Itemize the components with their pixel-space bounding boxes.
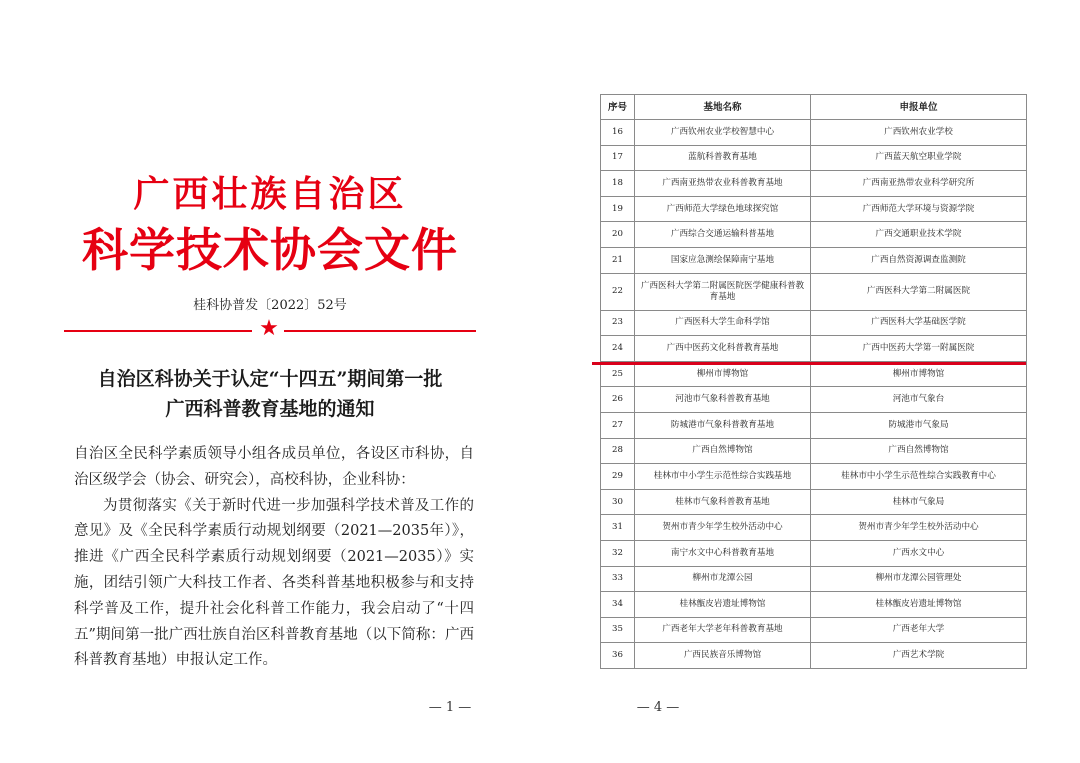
notice-body [74, 442, 474, 674]
cell-base-name: 桂林市气象科普教育基地 [635, 489, 811, 515]
table-row [601, 273, 1027, 310]
table-row [601, 617, 1027, 643]
table-row [601, 361, 1027, 387]
cell-base-name: 蓝航科普教育基地 [635, 145, 811, 171]
cell-applicant-unit: 柳州市龙潭公园管理处 [811, 566, 1027, 592]
cell-applicant-unit: 广西自然资源调查监测院 [811, 247, 1027, 273]
cell-serial-number: 25 [601, 361, 635, 387]
red-highlight-underline [592, 362, 1026, 365]
table-row [601, 438, 1027, 464]
cell-base-name: 广西老年大学老年科普教育基地 [635, 617, 811, 643]
page-number: — 4 — [636, 700, 680, 715]
table-row [601, 515, 1027, 541]
red-divider-left [64, 330, 252, 332]
cell-base-name: 桂林甑皮岩遗址博物馆 [635, 592, 811, 618]
cell-base-name: 广西中医药文化科普教育基地 [635, 336, 811, 362]
cell-base-name: 广西医科大学第二附属医院医学健康科普教育基地 [635, 273, 811, 310]
cell-serial-number: 36 [601, 643, 635, 669]
cell-base-name: 防城港市气象科普教育基地 [635, 412, 811, 438]
cell-applicant-unit: 广西老年大学 [811, 617, 1027, 643]
table-row [601, 489, 1027, 515]
cell-serial-number: 28 [601, 438, 635, 464]
header-serial-number: 序号 [601, 95, 635, 120]
cell-serial-number: 30 [601, 489, 635, 515]
cell-base-name: 柳州市博物馆 [635, 361, 811, 387]
cell-applicant-unit: 桂林甑皮岩遗址博物馆 [811, 592, 1027, 618]
cell-base-name: 桂林市中小学生示范性综合实践基地 [635, 464, 811, 490]
table-row [601, 247, 1027, 273]
table-row [601, 310, 1027, 336]
cell-applicant-unit: 广西艺术学院 [811, 643, 1027, 669]
cell-applicant-unit: 广西师范大学环境与资源学院 [811, 196, 1027, 222]
cell-applicant-unit: 柳州市博物馆 [811, 361, 1027, 387]
issuing-organization: 广西壮族自治区 [133, 173, 407, 215]
cell-base-name: 广西综合交通运输科普基地 [635, 222, 811, 248]
table-row [601, 592, 1027, 618]
document-number: 桂科协普发〔2022〕52号 [193, 298, 347, 313]
table-row [601, 566, 1027, 592]
cell-serial-number: 34 [601, 592, 635, 618]
page-number: — 1 — [428, 700, 472, 715]
table-row [601, 171, 1027, 197]
cell-serial-number: 26 [601, 387, 635, 413]
table-row [601, 412, 1027, 438]
cell-serial-number: 20 [601, 222, 635, 248]
cell-applicant-unit: 桂林市气象局 [811, 489, 1027, 515]
cell-applicant-unit: 广西医科大学第二附属医院 [811, 273, 1027, 310]
table-row [601, 643, 1027, 669]
cell-base-name: 广西钦州农业学校智慧中心 [635, 120, 811, 146]
base-list-table [600, 94, 1027, 669]
cell-base-name: 柳州市龙潭公园 [635, 566, 811, 592]
cell-serial-number: 21 [601, 247, 635, 273]
cell-applicant-unit: 河池市气象台 [811, 387, 1027, 413]
addressees: 自治区全民科学素质领导小组各成员单位，各设区市科协，自治区级学会（协会、研究会），高校科协，企业科协： [74, 446, 474, 488]
document-type-heading: 科学技术协会文件 [82, 223, 458, 277]
cell-base-name: 广西自然博物馆 [635, 438, 811, 464]
cell-serial-number: 33 [601, 566, 635, 592]
body-paragraph: 为贯彻落实《关于新时代进一步加强科学技术普及工作的意见》及《全民科学素质行动规划纲要（2021—2035年）》，推进《广西全民科学素质行动规划纲要（2021—2035）》实施，团结引领广大科技工作者、各类科普基地积极参与和支持科学普及工作，提升社会化科普工作能力，我会启动了“十四五”期间第一批广西壮族自治区科普教育基地（以下简称：广西科普教育基地）申报认定工作。 [74, 497, 474, 669]
cell-base-name: 广西医科大学生命科学馆 [635, 310, 811, 336]
red-divider-right [284, 330, 476, 332]
cell-serial-number: 17 [601, 145, 635, 171]
cell-base-name: 南宁水文中心科普教育基地 [635, 540, 811, 566]
red-star-icon: ★ [259, 316, 279, 341]
cell-serial-number: 32 [601, 540, 635, 566]
cell-serial-number: 16 [601, 120, 635, 146]
cell-applicant-unit: 贺州市青少年学生校外活动中心 [811, 515, 1027, 541]
cell-serial-number: 18 [601, 171, 635, 197]
cell-serial-number: 31 [601, 515, 635, 541]
table-row [601, 540, 1027, 566]
cell-applicant-unit: 广西医科大学基础医学院 [811, 310, 1027, 336]
header-applicant-unit: 申报单位 [811, 95, 1027, 120]
cell-applicant-unit: 广西水文中心 [811, 540, 1027, 566]
cell-serial-number: 24 [601, 336, 635, 362]
cell-applicant-unit: 广西自然博物馆 [811, 438, 1027, 464]
cell-applicant-unit: 防城港市气象局 [811, 412, 1027, 438]
table-row [601, 336, 1027, 362]
cell-serial-number: 19 [601, 196, 635, 222]
right-page [540, 0, 1080, 763]
header-base-name: 基地名称 [635, 95, 811, 120]
cell-base-name: 广西南亚热带农业科普教育基地 [635, 171, 811, 197]
cell-applicant-unit: 广西交通职业技术学院 [811, 222, 1027, 248]
cell-serial-number: 29 [601, 464, 635, 490]
cell-applicant-unit: 桂林市中小学生示范性综合实践教育中心 [811, 464, 1027, 490]
cell-base-name: 河池市气象科普教育基地 [635, 387, 811, 413]
cell-applicant-unit: 广西中医药大学第一附属医院 [811, 336, 1027, 362]
table-row [601, 222, 1027, 248]
cell-serial-number: 27 [601, 412, 635, 438]
table-row [601, 464, 1027, 490]
cell-serial-number: 35 [601, 617, 635, 643]
cell-base-name: 国家应急测绘保障南宁基地 [635, 247, 811, 273]
table-row [601, 120, 1027, 146]
cell-applicant-unit: 广西南亚热带农业科学研究所 [811, 171, 1027, 197]
cell-serial-number: 23 [601, 310, 635, 336]
cell-applicant-unit: 广西钦州农业学校 [811, 120, 1027, 146]
cell-base-name: 广西师范大学绿色地球探究馆 [635, 196, 811, 222]
table-header-row [601, 95, 1027, 120]
cell-base-name: 贺州市青少年学生校外活动中心 [635, 515, 811, 541]
table-row [601, 196, 1027, 222]
cell-base-name: 广西民族音乐博物馆 [635, 643, 811, 669]
notice-title-line-1: 自治区科协关于认定“十四五”期间第一批 [97, 368, 443, 390]
notice-title [60, 364, 480, 424]
table-row [601, 387, 1027, 413]
cell-applicant-unit: 广西蓝天航空职业学院 [811, 145, 1027, 171]
cell-serial-number: 22 [601, 273, 635, 310]
table-row [601, 145, 1027, 171]
notice-title-line-2: 广西科普教育基地的通知 [165, 398, 375, 420]
